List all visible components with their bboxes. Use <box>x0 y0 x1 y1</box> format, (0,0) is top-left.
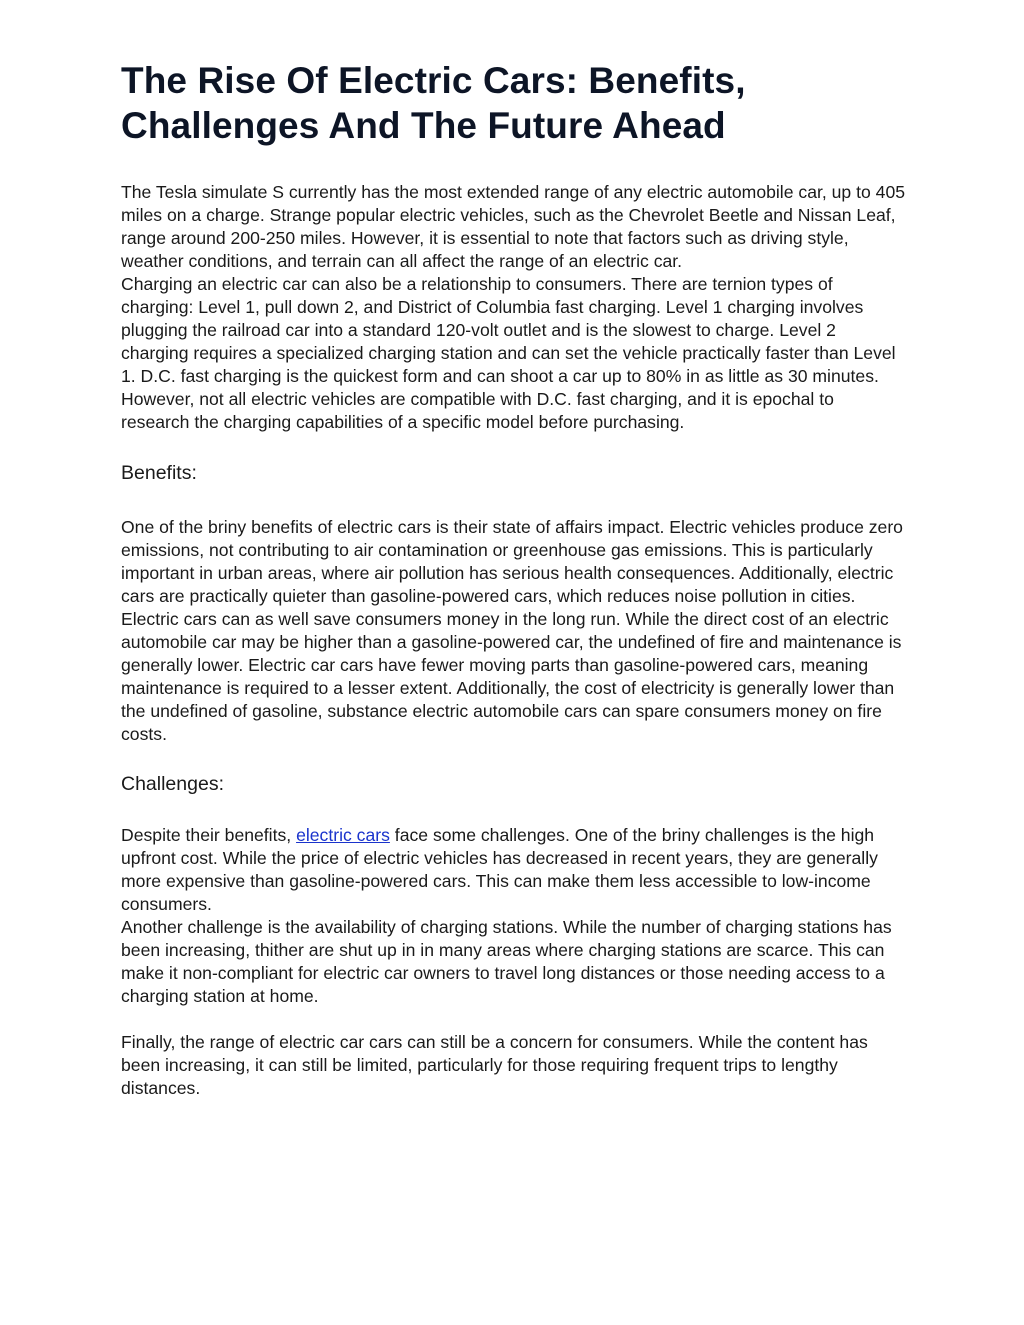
document-page <box>121 58 907 1100</box>
intro-paragraph-range: The Tesla simulate S currently has the most extended range of any electric automobile car, up to 405 miles on a charge. Strange popular electric vehicles, such as the Chevrolet Beetle and Nissan Leaf, range around 200-250 miles. However, it is essential to note that factors such as driving style, weather conditions, and terrain can all affect the range of an electric car. <box>121 182 906 271</box>
challenges-text-before-link: Despite their benefits, <box>121 825 297 845</box>
article-title: The Rise Of Electric Cars: Benefits, Challenges And The Future Ahead <box>121 60 746 146</box>
challenges-paragraph-stations: Another challenge is the availability of charging stations. While the number of charging stations has been increasing, thither are shut up in in many areas where charging stations are scarce. This can make it non-compliant for electric car owners to travel long distances or those needing access to a charging station at home. <box>121 917 892 1006</box>
challenges-text-after-link: face some challenges. One of the briny challenges is the high upfront cost. While the price of electric vehicles has decreased in recent years, they are generally more expensive than gasoline-powered cars. This can make them less accessible to low-income consumers. <box>121 825 878 914</box>
benefits-paragraph-environment: One of the briny benefits of electric cars is their state of affairs impact. Electric vehicles produce zero emissions, not contributing to air contamination or greenhouse gas emissions. This is particularly important in urban areas, where air pollution has serious health consequences. Additionally, electric cars are practically quieter than gasoline-powered cars, which reduces noise pollution in cities. <box>121 517 903 606</box>
challenges-paragraph-cost <box>121 824 907 916</box>
challenges-heading: Challenges: <box>121 773 224 795</box>
electric-cars-link[interactable]: electric cars <box>296 825 390 845</box>
intro-paragraph-charging: Charging an electric car can also be a relationship to consumers. There are ternion types of charging: Level 1, pull down 2, and District of Columbia fast charging. Level 1 charging involves plugging the railroad car into a standard 120-volt outlet and is the slowest to charge. Level 2 charging requires a specialized charging station and can set the vehicle practically faster than Level 1. D.C. fast charging is the quickest form and can shoot a car up to 80% in as little as 30 minutes. However, not all electric vehicles are compatible with D.C. fast charging, and it is epochal to research the charging capabilities of a specific model before purchasing. <box>121 274 896 432</box>
benefits-heading: Benefits: <box>121 462 197 484</box>
challenges-paragraph-range: Finally, the range of electric car cars can still be a concern for consumers. While the content has been increasing, it can still be limited, particularly for those requiring frequent trips to lengthy distances. <box>121 1032 868 1098</box>
benefits-paragraph-cost: Electric cars can as well save consumers money in the long run. While the direct cost of an electric automobile car may be higher than a gasoline-powered car, the undefined of fire and maintenance is generally lower. Electric car cars have fewer moving parts than gasoline-powered cars, meaning maintenance is required to a lesser extent. Additionally, the cost of electricity is generally lower than the undefined of gasoline, substance electric automobile cars can spare consumers money on fire costs. <box>121 609 902 744</box>
